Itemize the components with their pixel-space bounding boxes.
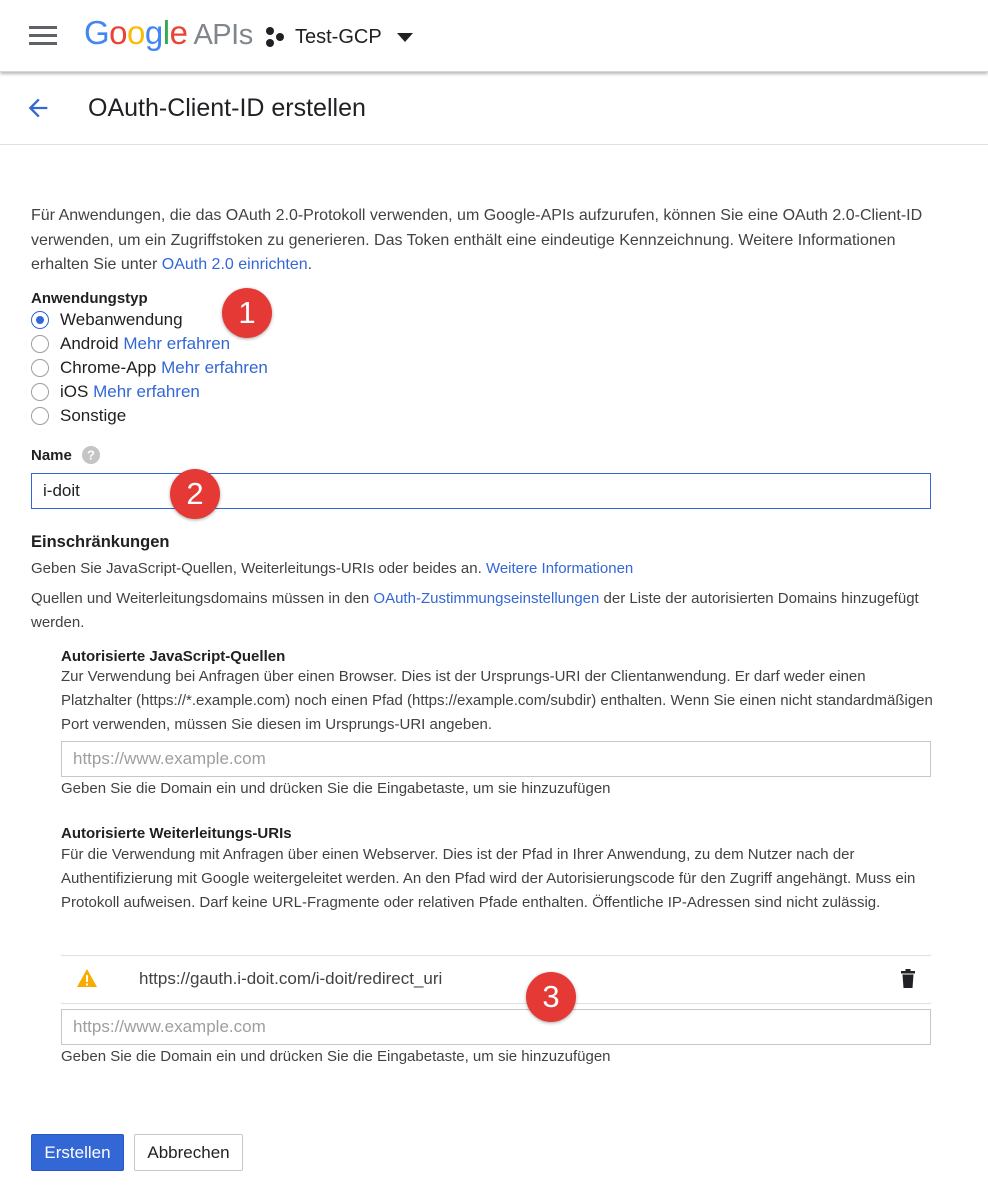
name-input[interactable] bbox=[31, 473, 931, 509]
oauth-setup-link[interactable]: OAuth 2.0 einrichten bbox=[161, 256, 308, 273]
name-label-row bbox=[31, 446, 100, 464]
radio-button[interactable] bbox=[31, 335, 49, 353]
radio-option-chrome-app[interactable] bbox=[31, 356, 268, 380]
page-title: OAuth-Client-ID erstellen bbox=[88, 94, 366, 122]
option-label: Android bbox=[60, 334, 119, 353]
radio-button-selected[interactable] bbox=[31, 311, 49, 329]
more-info-link[interactable]: Weitere Informationen bbox=[485, 560, 634, 577]
page-header bbox=[0, 72, 988, 145]
caret-down-icon bbox=[397, 33, 413, 42]
project-name: Test-GCP bbox=[295, 25, 382, 48]
radio-button[interactable] bbox=[31, 407, 49, 425]
intro-body: Für Anwendungen, die das OAuth 2.0-Protokoll verwenden, um Google-APIs aufzurufen, können Sie eine OAuth 2.0-Client-ID verwenden, um ein Zugriffstoken zu generieren. Das Token enthält eine eindeutige Kennzeichnung. Weitere Informationen erhalten Sie unter bbox=[31, 207, 923, 273]
menu-icon[interactable] bbox=[29, 26, 57, 46]
oauth-consent-settings-link[interactable]: OAuth-Zustimmungseinstellungen bbox=[373, 590, 600, 607]
intro-text bbox=[31, 204, 931, 278]
option-label: Webanwendung bbox=[60, 310, 183, 329]
name-input-value: i-doit bbox=[43, 481, 80, 500]
restrictions-line1 bbox=[31, 557, 931, 581]
radio-option-android[interactable] bbox=[31, 332, 230, 356]
restrictions-text: Quellen und Weiterleitungsdomains müssen in den bbox=[31, 590, 374, 607]
js-origin-hint: Geben Sie die Domain ein und drücken Sie die Eingabetaste, um sie hinzuzufügen bbox=[61, 780, 611, 797]
redirect-uri-placeholder: https://www.example.com bbox=[73, 1017, 266, 1036]
redirect-uris-description: Für die Verwendung mit Anfragen über einen Webserver. Dies ist der Pfad in Ihrer Anwendung, zu dem Nutzer nach der Authentifizierung mit Google weitergeleitet werden. An den Pfad wird der Autorisierungscode für den Zugriff angehängt. Muss ein Protokoll aufweisen. Darf keine URL-Fragmente oder relativen Pfade enthalten. Öffentliche IP-Adressen sind nicht zulässig. bbox=[61, 846, 916, 911]
app-type-label: Anwendungstyp bbox=[31, 290, 148, 307]
redirect-uri-hint: Geben Sie die Domain ein und drücken Sie die Eingabetaste, um sie hinzuzufügen bbox=[61, 1048, 611, 1065]
delete-icon[interactable] bbox=[900, 969, 916, 988]
redirect-uris-heading: Autorisierte Weiterleitungs-URIs bbox=[61, 825, 292, 842]
google-apis-logo[interactable] bbox=[84, 14, 253, 54]
redirect-uri-entry bbox=[61, 955, 931, 1004]
option-label: Chrome-App bbox=[60, 358, 157, 377]
project-icon bbox=[264, 26, 286, 48]
restrictions-heading: Einschränkungen bbox=[31, 533, 170, 551]
warning-icon bbox=[76, 968, 98, 988]
cancel-button[interactable]: Abbrechen bbox=[134, 1134, 243, 1171]
radio-button[interactable] bbox=[31, 383, 49, 401]
chrome-learn-more-link[interactable]: Mehr erfahren bbox=[161, 358, 268, 377]
ios-learn-more-link[interactable]: Mehr erfahren bbox=[93, 382, 200, 401]
js-origin-input[interactable] bbox=[61, 741, 931, 777]
logo-google-wordmark: Google bbox=[84, 14, 188, 51]
option-label: Sonstige bbox=[60, 406, 127, 425]
redirect-uri-value: https://gauth.i-doit.com/i-doit/redirect_uri bbox=[139, 969, 443, 988]
annotation-badge-1: 1 bbox=[222, 288, 272, 338]
android-learn-more-link[interactable]: Mehr erfahren bbox=[123, 334, 231, 353]
help-icon[interactable] bbox=[82, 446, 100, 464]
create-button[interactable]: Erstellen bbox=[31, 1134, 124, 1171]
restrictions-line2 bbox=[31, 587, 931, 635]
js-origin-placeholder: https://www.example.com bbox=[73, 749, 266, 768]
radio-option-webanwendung[interactable] bbox=[31, 308, 183, 332]
restrictions-text: Geben Sie JavaScript-Quellen, Weiterleitungs-URIs oder beides an. bbox=[31, 560, 486, 577]
annotation-badge-2: 2 bbox=[170, 469, 220, 519]
annotation-badge-3: 3 bbox=[526, 972, 576, 1022]
top-app-bar bbox=[0, 0, 988, 72]
logo-apis-text: APIs bbox=[193, 19, 253, 51]
js-origins-heading: Autorisierte JavaScript-Quellen bbox=[61, 648, 286, 665]
radio-option-ios[interactable] bbox=[31, 380, 200, 404]
name-label: Name bbox=[31, 446, 72, 464]
js-origins-description: Zur Verwendung bei Anfragen über einen Browser. Dies ist der Ursprungs-URI der Clientanwendung. Er darf weder einen Platzhalter (https://*.example.com) noch einen Pfad (https://example.com/subdir) enthalten. Wenn Sie einen nicht standardmäßigen Port verwenden, müssen Sie diesen im Ursprungs-URI angeben. bbox=[61, 668, 933, 733]
restrictions-text: der Liste der autorisierten Domains hinzugefügt werden. bbox=[31, 590, 919, 631]
option-label: iOS bbox=[60, 382, 89, 401]
radio-option-sonstige[interactable] bbox=[31, 404, 126, 428]
redirect-uri-input[interactable] bbox=[61, 1009, 931, 1045]
intro-end: . bbox=[307, 256, 313, 273]
radio-button[interactable] bbox=[31, 359, 49, 377]
svg-text:?: ? bbox=[86, 447, 95, 463]
project-selector[interactable] bbox=[264, 22, 413, 52]
back-arrow-icon[interactable] bbox=[24, 94, 52, 122]
